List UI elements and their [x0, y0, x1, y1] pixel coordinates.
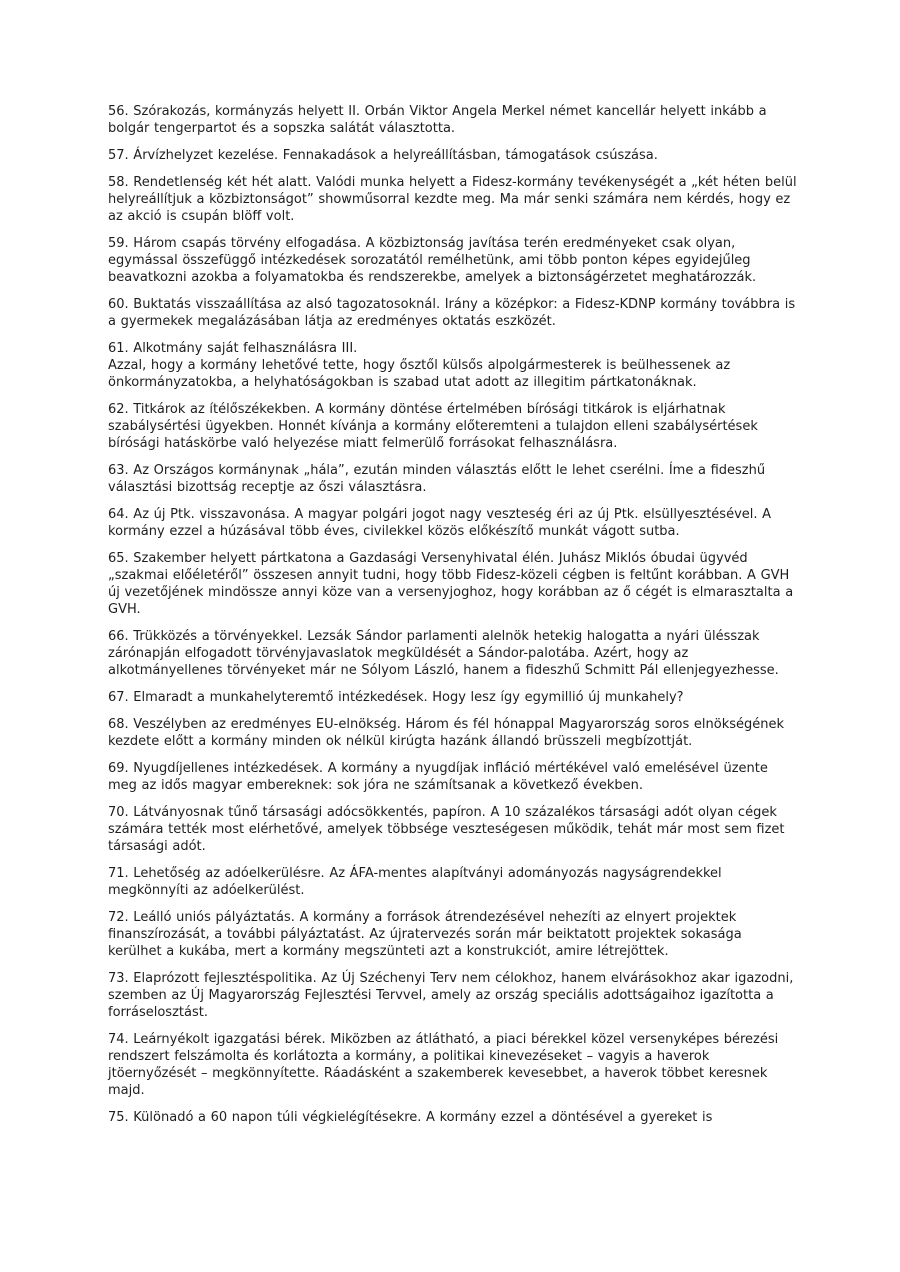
paragraph-63: 63. Az Országos kormánynak „hála”, ezután minden választás előtt le lehet cserélni. Íme a fideszhű választási bizottság receptje az őszi választásra.	[108, 463, 766, 495]
paragraph-61: 61. Alkotmány saját felhasználásra III. Azzal, hogy a kormány lehetővé tette, hogy ősztől külsős alpolgármesterek is beülhessenek az önkormányzatokba, a helyhatóságokban is szabad utat adott az illegitim pártkatonáknak.	[108, 341, 731, 390]
paragraph-56: 56. Szórakozás, kormányzás helyett II. Orbán Viktor Angela Merkel német kancellár helyett inkább a bolgár tengerpartot és a sopszka salátát választotta.	[108, 104, 767, 136]
document-body	[108, 103, 798, 1136]
paragraph-65: 65. Szakember helyett pártkatona a Gazdasági Versenyhivatal élén. Juhász Miklós óbudai ügyvéd „szakmai előéletéről” összesen annyit tudni, hogy több Fidesz-közeli cégben is feltűnt korábban. A GVH új vezetőjének mindössze annyi köze van a versenyjoghoz, hogy korábban az ő cégét is elmarasztalta a GVH.	[108, 551, 794, 617]
paragraph-71: 71. Lehetőség az adóelkerülésre. Az ÁFA-mentes alapítványi adományozás nagyságrendekkel megkönnyíti az adóelkerülést.	[108, 866, 722, 898]
paragraph-66: 66. Trükközés a törvényekkel. Lezsák Sándor parlamenti alelnök hetekig halogatta a nyári ülésszak zárónapján elfogadott törvényjavaslatok megküldését a Sándor-palotába. Azért, hogy az alkotmányellenes törvényeket már ne Sólyom László, hanem a fideszhű Schmitt Pál ellenjegyezhesse.	[108, 629, 779, 678]
paragraph-67: 67. Elmaradt a munkahelyteremtő intézkedések. Hogy lesz így egymillió új munkahely?	[108, 690, 684, 705]
paragraph-60: 60. Buktatás visszaállítása az alsó tagozatosoknál. Irány a középkor: a Fidesz-KDNP kormány továbbra is a gyermekek megalázásában látja az eredményes oktatás eszközét.	[108, 297, 796, 329]
paragraph-70: 70. Látványosnak tűnő társasági adócsökkentés, papíron. A 10 százalékos társasági adót olyan cégek számára tették most elérhetővé, amelyek többsége veszteségesen működik, tehát már most sem fizet társasági adót.	[108, 805, 785, 854]
paragraph-68: 68. Veszélyben az eredményes EU-elnökség. Három és fél hónappal Magyarország soros elnökségének kezdete előtt a kormány minden ok nélkül kirúgta hazánk állandó brüsszeli megbízottját.	[108, 717, 785, 749]
paragraph-62: 62. Titkárok az ítélőszékekben. A kormány döntése értelmében bírósági titkárok is eljárhatnak szabálysértési ügyekben. Honnét kívánja a kormány előteremteni a tulajdon elleni szabálysértések bírósági hatáskörbe való helyezése miatt felmerülő forrásokat felhasználásra.	[108, 402, 758, 451]
paragraph-59: 59. Három csapás törvény elfogadása. A közbiztonság javítása terén eredményeket csak olyan, egymással összefüggő intézkedések sorozatától remélhetünk, ami több ponton képes egyidejűleg beavatkozni azokba a folyamatokba és rendszerekbe, amelyek a biztonságérzetet meghatározzák.	[108, 236, 757, 285]
paragraph-72: 72. Leálló uniós pályáztatás. A kormány a források átrendezésével nehezíti az elnyert projektek finanszírozását, a további pályáztatást. Az újratervezés során már beiktatott projektek sokasága kerülhet a kukába, mert a kormány megszünteti azt a konstrukciót, amire létrejöttek.	[108, 910, 742, 959]
paragraph-74: 74. Leárnyékolt igazgatási bérek. Miközben az átlátható, a piaci bérekkel közel versenyképes bérezési rendszert felszámolta és korlátozta a kormány, a politikai kinevezéseket – vagyis a haverok jtöernyőzését – megkönnyítette. Ráadásként a szakemberek kevesebbet, a haverok többet keresnek majd.	[108, 1032, 779, 1098]
paragraph-57: 57. Árvízhelyzet kezelése. Fennakadások a helyreállításban, támogatások csúszása.	[108, 148, 658, 163]
paragraph-64: 64. Az új Ptk. visszavonása. A magyar polgári jogot nagy veszteség éri az új Ptk. elsüllyesztésével. A kormány ezzel a húzásával több éves, civilekkel közös előkészítő munkát vágott sutba.	[108, 507, 772, 539]
paragraph-73: 73. Elaprózott fejlesztéspolitika. Az Új Széchenyi Terv nem célokhoz, hanem elvárásokhoz akar igazodni, szemben az Új Magyarország Fejlesztési Tervvel, amely az ország speciális adottságaihoz igazította a forráselosztást.	[108, 971, 794, 1020]
paragraph-58: 58. Rendetlenség két hét alatt. Valódi munka helyett a Fidesz-kormány tevékenységét a „két héten belül helyreállítjuk a közbiztonságot” showműsorral kezdte meg. Ma már senki számára nem kérdés, hogy ez az akció is csupán blöff volt.	[108, 175, 797, 224]
paragraph-75: 75. Különadó a 60 napon túli végkielégítésekre. A kormány ezzel a döntésével a gyereket is	[108, 1110, 713, 1125]
paragraph-69: 69. Nyugdíjellenes intézkedések. A kormány a nyugdíjak infláció mértékével való emelésével üzente meg az idős magyar embereknek: sok jóra ne számítsanak a következő években.	[108, 761, 768, 793]
